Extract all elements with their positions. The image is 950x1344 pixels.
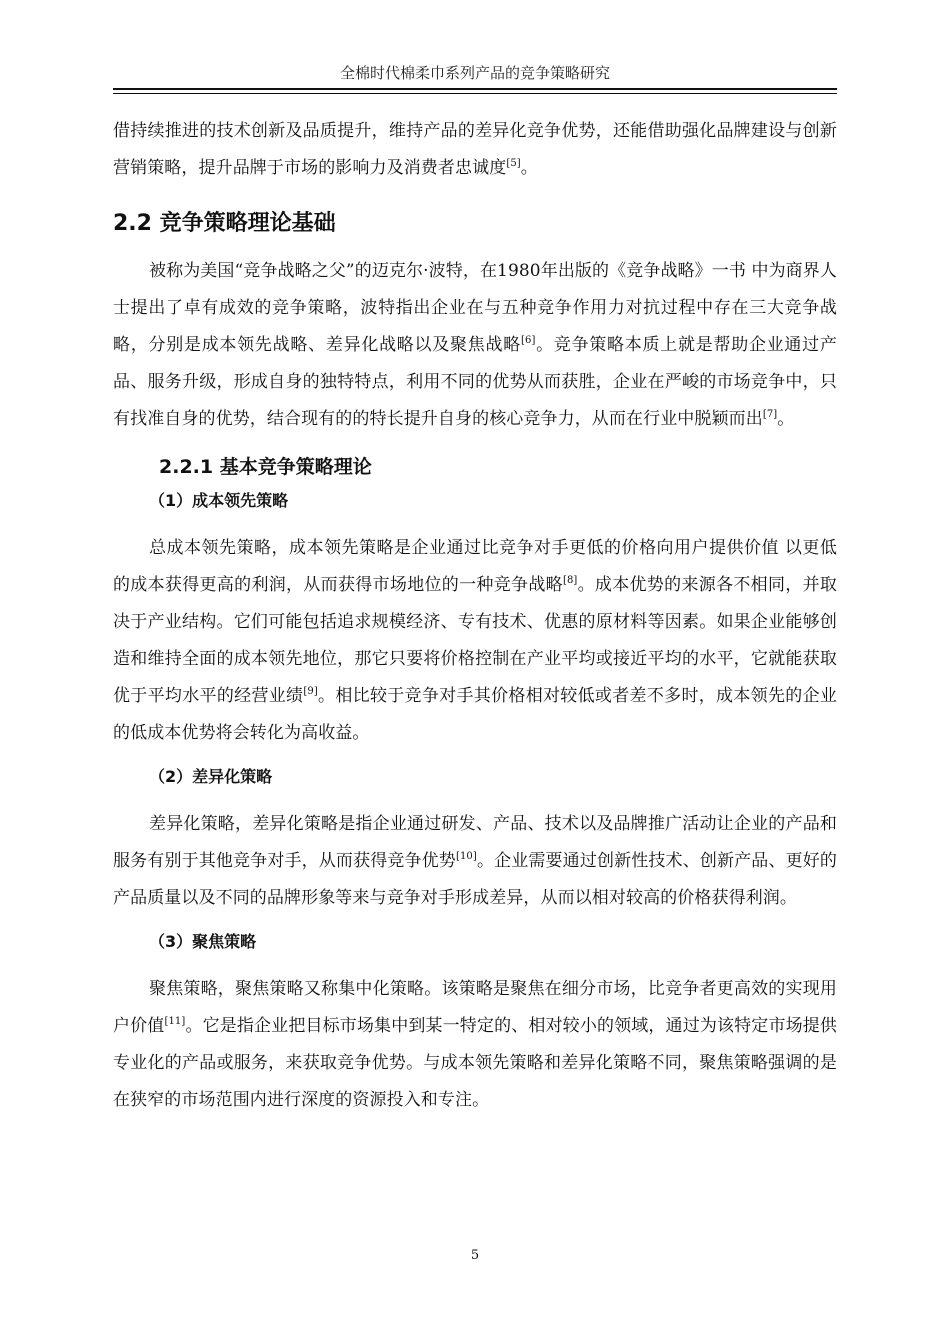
header-rule-thin	[113, 93, 837, 94]
page-number: 5	[470, 1248, 480, 1263]
section-heading-2-2: 2.2 竞争策略理论基础	[113, 211, 336, 236]
citation: [7]	[762, 409, 778, 420]
citation: [6]	[520, 335, 536, 346]
citation: [10]	[455, 851, 477, 862]
section-heading-2-2-1: 2.2.1 基本竞争策略理论	[159, 456, 372, 478]
page-body	[113, 113, 837, 1119]
running-header: 全棉时代棉柔巾系列产品的竞争策略研究	[339, 64, 610, 82]
focus-paragraph: 聚焦策略，聚焦策略又称集中化策略。该策略是聚焦在细分市场，比竞争者更高效的实现用户价值[11]。它是指企业把目标市场集中到某一特定的、相对较小的领域，通过为该特定市场提供专业化的产品或服务，来获取竞争优势。与成本领先策略和差异化策略不同，聚焦策略强调的是在狭窄的市场范围内进行深度的资源投入和专注。	[113, 979, 837, 1110]
subheading-focus: （3）聚焦策略	[149, 932, 257, 951]
cost-leadership-paragraph: 总成本领先策略，成本领先策略是企业通过比竞争对手更低的价格向用户提供价值 以更低的成本获得更高的利润，从而获得市场地位的一种竞争战略[8]。成本优势的来源各不相同，并取决于产业结构。它们可能包括追求规模经济、专有技术、优惠的原材料等因素。如果企业能够创造和维持全面的成本领先地位，那它只要将价格控制在产业平均或接近平均的水平，它就能获取优于平均水平的经营业绩[9]。相比较于竞争对手其价格相对较低或者差不多时，成本领先的企业的低成本优势将会转化为高收益。	[113, 538, 838, 743]
subheading-differentiation: （2）差异化策略	[149, 767, 273, 786]
header-rule-thick	[113, 88, 837, 90]
citation: [5]	[506, 158, 521, 169]
citation: [8]	[562, 575, 578, 586]
differentiation-paragraph: 差异化策略，差异化策略是指企业通过研发、产品、技术以及品牌推广活动让企业的产品和服务有别于其他竞争对手，从而获得竞争优势[10]。企业需要通过创新性技术、创新产品、更好的产品质量以及不同的品牌形象等来与竞争对手形成差异，从而以相对较高的价格获得利润。	[113, 814, 837, 908]
citation: [11]	[164, 1016, 186, 1027]
porter-paragraph: 被称为美国“竞争战略之父”的迈克尔·波特，在1980年出版的《竞争战略》一书 中为商界人士提出了卓有成效的竞争策略，波特指出企业在与五种竞争作用力对抗过程中存在三大竞争战略，分别是成本领先战略、差异化战略以及聚焦战略[6]。竞争策略本质上就是帮助企业通过产品、服务升级，形成自身的独特特点，利用不同的优势从而获胜，企业在严峻的市场竞争中，只有找准自身的优势，结合现有的的特长提升自身的核心竞争力，从而在行业中脱颖而出[7]。	[113, 261, 837, 429]
intro-paragraph: 借持续推进的技术创新及品质提升，维持产品的差异化竞争优势，还能借助强化品牌建设与创新营销策略，提升品牌于市场的影响力及消费者忠诚度[5]。	[113, 121, 837, 178]
subheading-cost-leadership: （1）成本领先策略	[149, 491, 289, 510]
citation: [9]	[303, 686, 318, 697]
